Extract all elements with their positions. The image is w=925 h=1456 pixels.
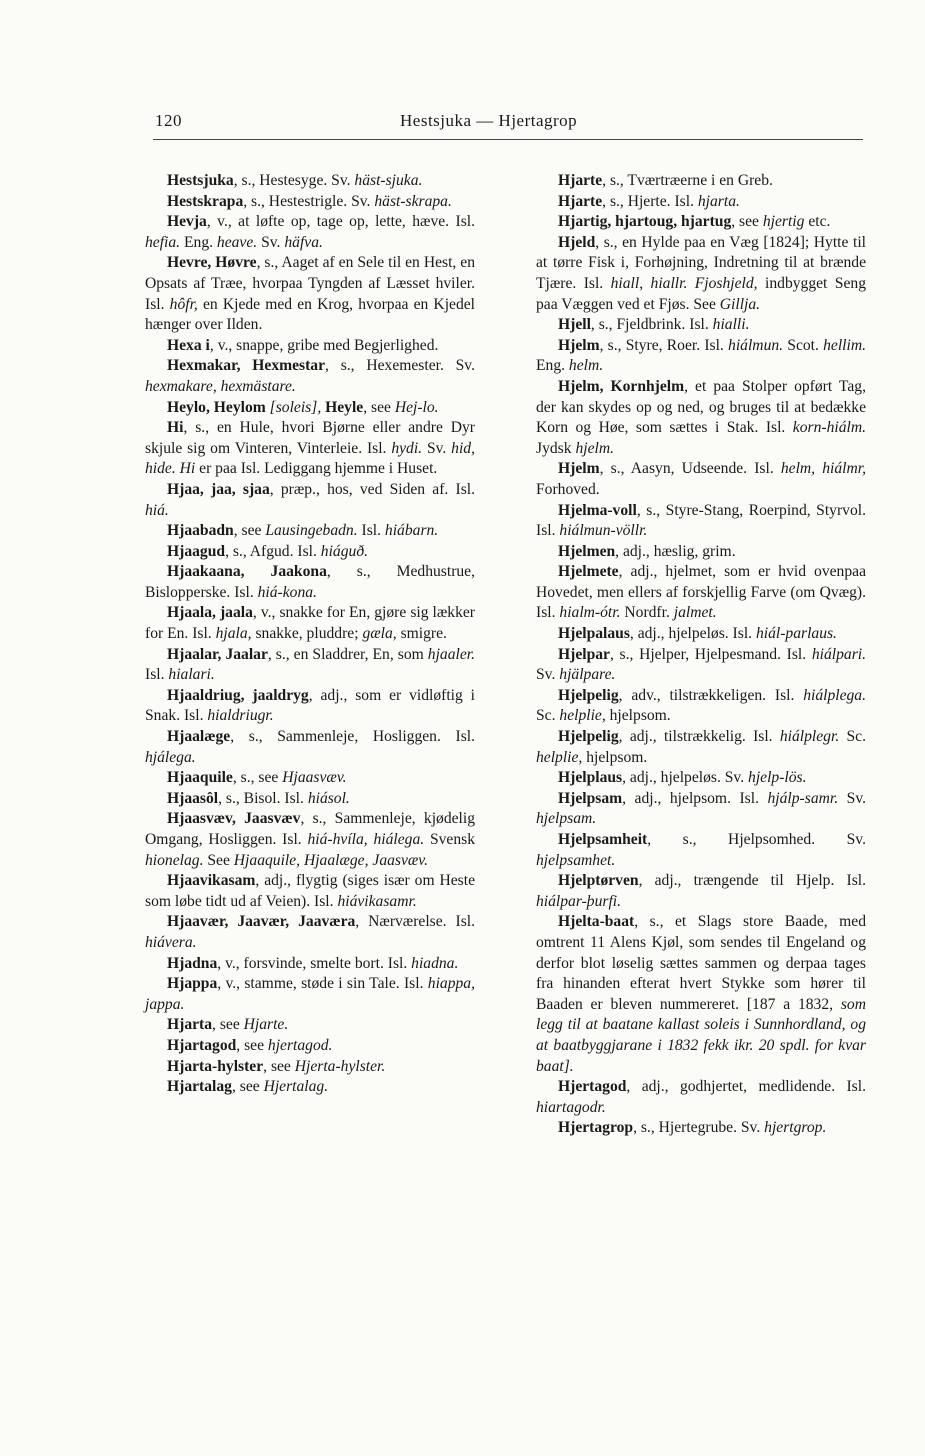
entry-headword: Hjelma-voll [558,501,637,519]
entry-headword: Hjarte [558,192,603,210]
dictionary-entry [145,1077,475,1098]
entry-headword: Hestskrapa [167,192,244,210]
entry-text: , s., Hjertegrube. Sv. [633,1119,765,1137]
entry-italic-text: hiál-parlaus. [755,625,837,643]
entry-text: , adj., godhjertet, medlidende. Isl. [626,1078,866,1096]
dictionary-entry [536,562,866,624]
entry-headword: Hjaaldriug, jaaldryg [167,686,309,704]
entry-headword: Hjaasvæv, Jaasvæv [167,810,301,828]
header-rule [153,139,863,140]
entry-italic-text: hjertgrop. [764,1119,827,1137]
entry-text: , v., forsvinde, smelte bort. Isl. [217,954,412,972]
entry-italic-text: Hjarte. [243,1016,289,1034]
right-column [536,171,866,1139]
entry-text: , s., Styre-Stang, Roerpind, Styrvol. Isl. [536,501,866,540]
entry-headword: Hjelpelig [558,728,619,746]
entry-text: , s., see [232,769,283,787]
entry-text: Eng. [536,357,569,375]
entry-italic-text: hellim. [823,336,866,354]
entry-italic-text: hiálpar-þurfi. [536,892,622,910]
entry-italic-text: Lausingebadn. [265,522,358,540]
dictionary-entry [145,562,475,603]
entry-italic-text: hiálplegr. [779,728,840,746]
entry-italic-text: hionelag. [145,851,204,869]
entry-italic-text: som legg til at baatane kallast soleis i Sunnhordland, og at baatbyggjarane i 1832 fekk ikr. 20 spdl. for kvar baat]. [536,995,866,1075]
entry-headword: Hjelptørven [558,872,639,890]
entry-italic-text: hiall, hiallr. [610,274,688,292]
dictionary-entry [536,1077,866,1118]
entry-headword: Hjartalag [167,1078,232,1096]
entry-italic-text: [soleis], [269,398,322,416]
entry-text: , s., Hjerte. Isl. [602,192,698,210]
dictionary-entry [536,645,866,686]
dictionary-entry [145,809,475,871]
entry-italic-text: hjaaler. [427,645,475,663]
dictionary-entry [536,1118,866,1139]
entry-text: , s., en Hule, hvori Bjørne eller andre Dyr skjule sig om Vinteren, Vinterleie. Isl. [145,419,475,457]
entry-italic-text: hiá-hvíla, hiálega. [307,831,425,848]
entry-text: , adj., hjelpsom. Isl. [622,789,768,807]
entry-italic-text: hjala, [215,625,252,643]
dictionary-entry [145,356,475,397]
dictionary-entry [145,645,475,686]
entry-text: , see [263,1057,295,1075]
dictionary-entry [145,1036,475,1057]
entry-italic-text: hiásol. [307,789,350,807]
entry-headword: Hjappa [167,975,218,993]
entry-text: , Nærværelse. Isl. [355,913,475,931]
dictionary-entry [145,1015,475,1036]
entry-headword: Hjarta-hylster [167,1057,264,1075]
entry-text: Sv. [422,439,452,457]
dictionary-entry [145,1057,475,1078]
entry-text [687,275,694,292]
entry-headword: Hjelta-baat [558,913,635,931]
entry-italic-text: hiá-kona. [257,583,317,601]
entry-text: , s., Sammenleje, Hosliggen. Isl. [230,728,475,746]
entry-text: , see [212,1016,244,1034]
entry-italic-text: hiábarn. [384,522,439,540]
entry-headword: Hjaasôl [167,789,219,807]
entry-headword: Hjelmen [558,542,616,560]
entry-text: , v., snakke for En, gjøre sig lækker for En. Isl. [145,604,476,643]
entry-headword: Hjeld [558,233,596,251]
entry-text: , adj., flygtig (siges især om Heste som løbe tidt ud af Veien). Isl. [145,872,475,910]
entry-headword: Hjelpalaus [558,625,630,643]
entry-italic-text: hiadna. [411,954,459,972]
dictionary-entry [536,912,866,1077]
entry-italic-text: Gillja. [719,295,761,313]
entry-italic-text: Hej-lo. [394,398,439,416]
entry-text: hjelpsom. [582,748,648,766]
entry-headword: Hjelm, Kornhjelm [558,377,685,395]
dictionary-entry [536,315,866,336]
dictionary-entry [145,954,475,975]
entry-text: , see [233,522,266,540]
entry-headword: Hjell [558,316,591,334]
entry-headword: Hjaala, jaala [167,604,253,622]
dictionary-entry [536,542,866,563]
entry-headword: Hjarte [558,172,603,189]
entry-headword: Hexmakar, Hexmestar [167,357,326,375]
entry-text: indbygget Seng paa Væggen ved et Fjøs. See [536,274,866,313]
entry-italic-text: hjertagod. [267,1036,333,1054]
entry-text: etc. [804,213,831,231]
entry-headword: Hjelplaus [558,769,623,787]
entry-headword: Hjelpsamheit [558,831,648,848]
entry-headword: Hexa i [167,336,210,354]
entry-italic-text: häst-sjuka. [354,172,423,189]
dictionary-entry [145,398,475,419]
entry-text: , adj., hjelpeløs. Sv. [622,769,749,787]
entry-italic-text: hialm-ótr. [559,604,621,622]
entry-italic-text: hiartagodr. [536,1098,606,1116]
entry-text: snakke, pluddre; [251,625,363,643]
entry-text: smigre. [396,625,447,643]
entry-headword: Hjaavikasam [167,872,256,890]
dictionary-entry [536,789,866,830]
entry-italic-text: hiálmun. [728,336,784,354]
entry-text: Svensk [424,831,476,848]
dictionary-entry [536,501,866,542]
dictionary-entry [536,768,866,789]
entry-headword: Hevja [167,213,207,231]
entry-italic-text: korn-hiálm. [792,419,866,437]
entry-italic-text: hiálmun-völlr. [559,522,648,540]
entry-text: , s., Hjelpsomhed. Sv. [647,831,866,848]
entry-text: Scot. [783,336,824,354]
dictionary-entry [536,830,866,871]
entry-text: , s., Styre, Roer. Isl. [599,336,729,354]
entry-text: , s., Hestesyge. Sv. [233,172,355,189]
entry-italic-text: hialari. [168,666,215,684]
entry-headword: Hestsjuka [167,172,234,189]
dictionary-entry [536,377,866,459]
entry-text: , s., Aasyn, Udseende. Isl. [599,460,781,478]
dictionary-entry [145,418,475,480]
entry-text: Jydsk [536,439,576,457]
entry-text: , adj., som er vidløftig i Snak. Isl. [145,686,476,725]
dictionary-entry [145,603,475,644]
entry-italic-text: Hjaaquile, Hjaalæge, Jaasvæv. [233,851,428,869]
entry-text: , s., Sammenleje, kjødelig Omgang, Hosliggen. Isl. [145,810,475,848]
entry-italic-text: hjelpsamhet. [536,851,616,869]
entry-italic-text: heave. [216,233,258,251]
entry-italic-text: hiappa, jappa. [145,975,475,1013]
dictionary-entry [536,871,866,912]
entry-headword: Hjaalar, Jaalar [167,645,268,663]
entry-headword: Hjertagod [558,1078,627,1096]
entry-text: , adj., tilstrækkelig. Isl. [618,728,780,746]
entry-italic-text: hialdriugr. [207,707,274,725]
entry-italic-text: hjelp-lös. [748,769,807,787]
entry-text: , s., Aaget af en Sele til en Hest, en Opsats af Træe, hvorpaa Tyngden af Læsset hviler. Isl. [145,254,475,313]
entry-text: , v., stamme, støde i sin Tale. Isl. [217,975,428,993]
dictionary-entry [145,336,475,357]
entry-italic-text: häfva. [284,233,323,251]
entry-italic-text: hjelpsam. [536,810,597,828]
entry-text: , v., snappe, gribe med Begjerlighed. [209,336,439,354]
entry-headword: Hjartagod [167,1036,237,1054]
dictionary-entry [145,871,475,912]
dictionary-entry [145,912,475,953]
entry-text: Sc. [839,728,867,746]
entry-headword: Hi [167,419,184,437]
entry-text: , s., Bisol. Isl. [218,789,308,807]
dictionary-entry [536,192,866,213]
entry-headword: Hjaakaana, Jaakona [167,563,327,581]
entry-text: Sv. [536,666,560,684]
entry-text: , adj., hjelpeløs. Isl. [629,625,756,643]
entry-italic-text: Hjertalag. [263,1078,329,1096]
entry-text: , s., Fjeldbrink. Isl. [590,316,713,334]
entry-italic-text: Hi [179,460,196,478]
dictionary-entry [145,974,475,1015]
entry-headword: Hjelpar [558,645,610,663]
entry-text: en Kjede med en Krog, hvorpaa en Kjedel hænger over Ilden. [145,295,475,334]
entry-text: Sv. [257,233,285,251]
entry-text: Forhoved. [536,480,600,498]
entry-text: hjelpsom. [605,707,671,725]
dictionary-entry [536,233,866,315]
entry-headword: Hjaalæge [167,728,231,746]
entry-text: , adv., tilstrækkeligen. Isl. [618,686,804,704]
entry-italic-text: hiá. [145,501,169,519]
entry-text: , s., Hexemester. Sv. [325,357,475,375]
entry-headword: Hjelpelig [558,686,619,704]
dictionary-entry [145,686,475,727]
entry-headword: Hjaaquile [167,769,233,787]
entry-headword: Hjelmete [558,563,619,581]
entry-headword: Hjelm [558,460,600,478]
entry-italic-text: helplie, [559,707,606,725]
dictionary-entry [536,727,866,768]
entry-text: , see [231,1078,264,1096]
entry-headword: Hjaa, jaa, sjaa [167,480,270,498]
entry-text: , præp., hos, ved Siden af. Isl. [269,480,476,498]
dictionary-entry [145,171,475,192]
entry-text: , see [363,398,395,416]
entry-italic-text: gæla, [362,625,397,643]
entry-italic-text: Hjaasvæv. [282,769,347,787]
entry-italic-text: hjarta. [697,192,740,210]
entry-headword: Hjarta [167,1016,213,1034]
entry-headword: Heyle [325,398,364,416]
dictionary-entry [536,336,866,377]
dictionary-entry [145,480,475,521]
page-number: 120 [155,111,182,130]
entry-italic-text: hiálplega. [803,686,866,704]
entry-text: , s., Hjelper, Hjelpesmand. Isl. [609,645,812,663]
dictionary-entry [145,521,475,542]
entry-italic-text: hjálega. [145,748,196,766]
entry-headword: Hevre, Høvre [167,254,257,272]
entry-italic-text: häst-skrapa. [374,192,452,210]
entry-text: Isl. [145,666,169,684]
entry-text: See [203,851,234,869]
entry-italic-text: jalmet. [673,604,717,622]
entry-text: , v., at løfte op, tage op, lette, hæve. Isl. [206,213,475,231]
dictionary-entry [145,192,475,213]
dictionary-entry [536,686,866,727]
entry-headword: Hjelpsam [558,789,623,807]
entry-headword: Heylo, Heylom [167,398,266,416]
entry-italic-text: helplie, [536,748,583,766]
entry-text: , s., en Sladdrer, En, som [267,645,428,663]
dictionary-entry [536,459,866,500]
entry-headword: Hjadna [167,954,218,972]
entry-text: , s., en Hylde paa en Væg [1824]; Hytte til at tørre Fisk i, Forhøjning, Indretning til at brænde Tjære. Isl. [536,233,866,292]
entry-italic-text: hid, hide. [145,439,475,478]
dictionary-entry [536,212,866,233]
dictionary-entry [145,253,475,335]
entry-italic-text: helm. [568,357,604,375]
dictionary-entry [145,727,475,768]
entry-headword: Hjartig, hjartoug, hjartug [558,213,732,231]
entry-italic-text: helm, hiálmr, [780,460,866,478]
entry-italic-text: hjertig [762,213,805,231]
entry-italic-text: Hjerta-hylster. [294,1057,386,1075]
entry-italic-text: hôfr, [169,295,198,313]
dictionary-entry [536,171,866,192]
entry-text: Eng. [180,233,217,251]
entry-italic-text: hexmakare, hexmästare. [145,377,296,395]
entry-text: Sv. [838,789,866,807]
entry-italic-text: hiálpari. [811,645,866,663]
entry-italic-text: hjelm. [575,439,614,457]
entry-text: , et paa Stolper opført Tag, der kan skydes op og ned, og bruges til at bedække Korn og Høe, som sættes i Stak. Isl. [536,377,866,437]
entry-text: , s., Afgud. Isl. [225,542,321,560]
entry-text: , s., Tværtræerne i en Greb. [602,172,773,189]
entry-headword: Hjaagud [167,542,226,560]
entry-italic-text: hjälpare. [559,666,616,684]
entry-headword: Hjertagrop [558,1119,634,1137]
dictionary-entry [145,212,475,253]
dictionary-entry [145,542,475,563]
entry-italic-text: hydi. [391,439,423,457]
entry-text: er paa Isl. Lediggang hjemme i Huset. [195,460,438,478]
entry-text: , adj., trængende til Hjelp. Isl. [638,872,866,890]
entry-text: Isl. [357,522,385,540]
left-column [145,171,475,1098]
entry-headword: Hjaavær, Jaavær, Jaaværa [167,913,356,931]
entry-italic-text: hjálp-samr. [767,789,839,807]
dictionary-entry [536,624,866,645]
entry-text: , adj., hjelmet, som er hvid ovenpaa Hovedet, men ellers af forskjellig Farve (om Qvæg). Isl. [536,563,866,622]
entry-italic-text: hialli. [712,316,750,334]
entry-text: Nordfr. [620,604,674,622]
entry-text: , s., Hestestrigle. Sv. [243,192,375,210]
entry-text: , see [236,1036,268,1054]
entry-headword: Hjaabadn [167,522,234,540]
entry-text: , s., et Slags store Baade, med omtrent 11 Alens Kjøl, som sendes til Engeland og derfor blot løselig sættes sammen og derpaa tages fra hinanden efterat hvert Stykke som hører til Baaden er bleven nummereret. [187 a 1832, [536,913,866,1013]
entry-text: Sc. [536,707,560,725]
entry-italic-text: hiáguð. [320,542,369,560]
dictionary-entry [145,789,475,810]
entry-italic-text: hefia. [145,233,181,251]
entry-headword: Hjelm [558,336,600,354]
entry-italic-text: Fjoshjeld, [694,274,758,292]
dictionary-entry [145,768,475,789]
entry-italic-text: hiávikasamr. [337,892,417,910]
entry-text: , see [731,213,763,231]
running-title: Hestsjuka — Hjertagrop [400,111,578,130]
entry-text: , s., Medhustrue, Bislopperske. Isl. [145,563,476,601]
entry-text: , adj., hæslig, grim. [615,542,736,560]
entry-italic-text: hiávera. [145,933,197,951]
